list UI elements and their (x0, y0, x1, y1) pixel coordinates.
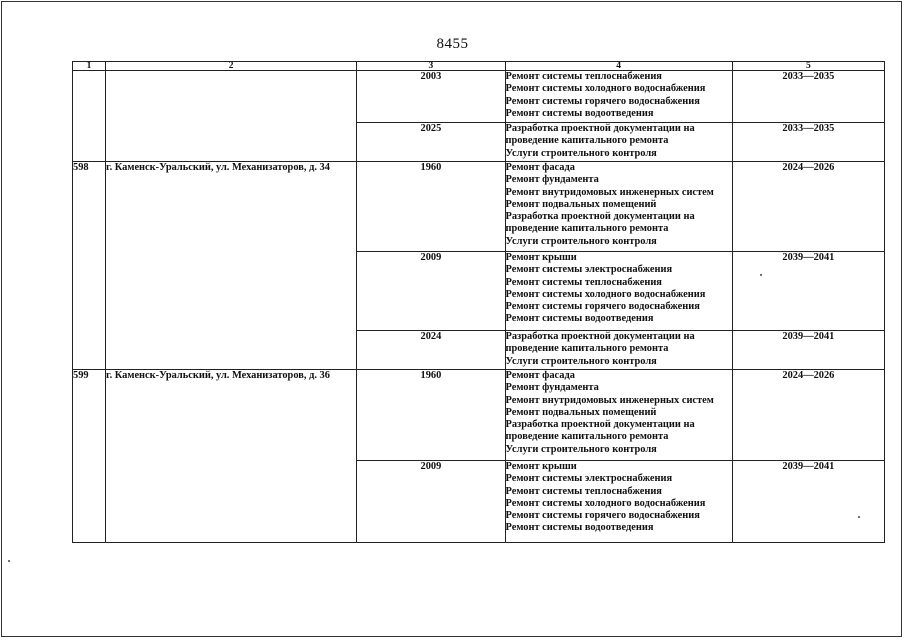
work-item: Ремонт системы холодного водоснабжения (505, 288, 706, 300)
work-item: Ремонт системы водоотведения (505, 313, 654, 325)
address-cell: г. Каменск-Уральский, ул. Механизаторов, д. 34 (106, 162, 357, 370)
work-item: Разработка проектной документации на (505, 123, 695, 134)
work-item: Услуги строительного контроля (505, 235, 657, 247)
work-item: Ремонт системы электроснабжения (505, 473, 673, 485)
period-cell: 2039—2041 (732, 252, 884, 331)
header-row (73, 62, 885, 71)
year-cell: 2025 (357, 123, 505, 162)
year-cell: 2024 (357, 331, 505, 370)
work-item: Ремонт системы горячего водоснабжения (505, 301, 700, 313)
work-item: Ремонт системы водоотведения (505, 522, 654, 534)
work-item: Ремонт фасада (505, 162, 575, 173)
work-item: Ремонт крыши (505, 252, 577, 263)
address-cell: г. Каменск-Уральский, ул. Механизаторов, д. 36 (106, 370, 357, 543)
work-item: Ремонт системы горячего водоснабжения (505, 510, 700, 522)
work-item: Ремонт системы холодного водоснабжения (505, 497, 706, 509)
page-number: 8455 (436, 36, 469, 52)
year-cell: 1960 (357, 370, 505, 461)
work-item: Разработка проектной документации на (505, 419, 695, 431)
works-cell (505, 71, 732, 123)
work-item: Услуги строительного контроля (505, 443, 657, 455)
work-item: Ремонт системы теплоснабжения (505, 485, 662, 497)
works-cell (505, 252, 732, 331)
work-item: Услуги строительного контроля (505, 147, 657, 159)
work-item: Ремонт внутридомовых инженерных систем (505, 394, 714, 406)
work-item: Ремонт крыши (505, 461, 577, 472)
row-number-cell (73, 71, 106, 162)
work-item: Услуги строительного контроля (505, 355, 657, 367)
work-item: Ремонт фундамента (505, 174, 599, 186)
work-item: Ремонт системы холодного водоснабжения (505, 83, 706, 95)
works-cell (505, 123, 732, 162)
address-cell (106, 71, 357, 162)
column-header-2: 2 (106, 62, 357, 71)
work-item: Ремонт системы горячего водоснабжения (505, 95, 700, 107)
period-cell: 2039—2041 (732, 331, 884, 370)
period-cell: 2039—2041 (732, 461, 884, 543)
column-header-3: 3 (357, 62, 505, 71)
scan-speck (760, 274, 762, 276)
year-cell: 1960 (357, 162, 505, 252)
work-item: Ремонт внутридомовых инженерных систем (505, 186, 714, 198)
year-cell: 2009 (357, 252, 505, 331)
works-cell (505, 331, 732, 370)
period-cell: 2033—2035 (732, 123, 884, 162)
works-cell (505, 461, 732, 543)
table-row (73, 71, 885, 123)
work-item: Ремонт системы теплоснабжения (505, 276, 662, 288)
table-row (73, 162, 885, 252)
table-row (73, 370, 885, 461)
work-item: проведение капитального ремонта (505, 343, 669, 355)
repair-schedule-table (72, 61, 885, 543)
work-item: Ремонт системы электроснабжения (505, 264, 673, 276)
row-number-cell: 598 (73, 162, 106, 370)
work-item: Ремонт системы теплоснабжения (505, 71, 662, 82)
year-cell: 2009 (357, 461, 505, 543)
scan-speck (858, 516, 860, 518)
work-item: Ремонт фасада (505, 370, 575, 381)
works-cell (505, 370, 732, 461)
column-header-4: 4 (505, 62, 732, 71)
column-header-1: 1 (73, 62, 106, 71)
period-cell: 2033—2035 (732, 71, 884, 123)
scan-speck (8, 560, 10, 562)
work-item: Ремонт подвальных помещений (505, 198, 657, 210)
period-cell: 2024—2026 (732, 162, 884, 252)
year-cell: 2003 (357, 71, 505, 123)
work-item: проведение капитального ремонта (505, 135, 669, 147)
work-item: Разработка проектной документации на (505, 211, 695, 223)
work-item: Ремонт фундамента (505, 382, 599, 394)
work-item: Ремонт системы водоотведения (505, 107, 654, 119)
work-item: Ремонт подвальных помещений (505, 406, 657, 418)
work-item: проведение капитального ремонта (505, 431, 669, 443)
row-number-cell: 599 (73, 370, 106, 543)
works-cell (505, 162, 732, 252)
work-item: Разработка проектной документации на (505, 331, 695, 342)
column-header-5: 5 (732, 62, 884, 71)
period-cell: 2024—2026 (732, 370, 884, 461)
work-item: проведение капитального ремонта (505, 223, 669, 235)
